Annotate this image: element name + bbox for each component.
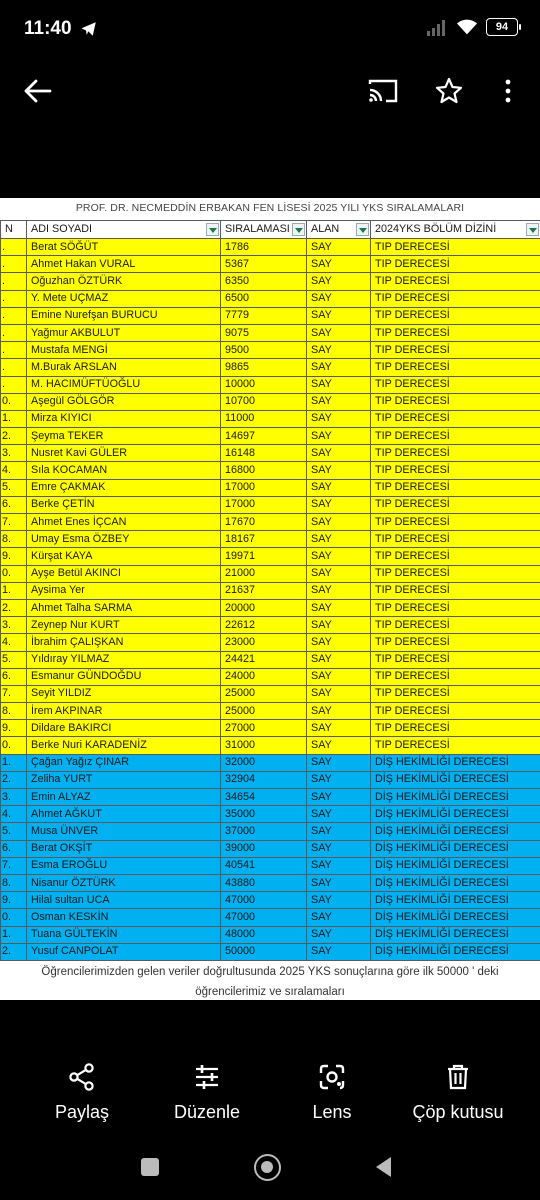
rank-value: 48000 bbox=[221, 926, 307, 943]
table-row bbox=[1, 307, 540, 324]
share-button[interactable] bbox=[50, 1062, 114, 1123]
nav-back-button[interactable] bbox=[376, 1157, 391, 1177]
row-number: 8. bbox=[1, 531, 27, 548]
rank-value: 24000 bbox=[221, 668, 307, 685]
area-value: SAY bbox=[307, 703, 371, 720]
department-value: TIP DERECESİ bbox=[371, 634, 540, 651]
edit-label: Düzenle bbox=[173, 1102, 241, 1122]
table-row bbox=[1, 239, 540, 256]
department-value: DİŞ HEKİMLİĞİ DERECESİ bbox=[371, 926, 540, 943]
area-value: SAY bbox=[307, 582, 371, 599]
row-number: 6. bbox=[1, 840, 27, 857]
student-name: Mirza KIYICI bbox=[27, 410, 221, 427]
area-value: SAY bbox=[307, 531, 371, 548]
student-name: M.Burak ARSLAN bbox=[27, 359, 221, 376]
row-number: 6. bbox=[1, 668, 27, 685]
trash-label: Çöp kutusu bbox=[412, 1102, 504, 1122]
caption-line-2: öğrencilerimiz ve sıralamaları bbox=[195, 986, 345, 998]
area-value: SAY bbox=[307, 479, 371, 496]
rank-value: 18167 bbox=[221, 531, 307, 548]
department-value: TIP DERECESİ bbox=[371, 617, 540, 634]
header-area: ALAN bbox=[307, 221, 371, 239]
table-row bbox=[1, 720, 540, 737]
filter-dropdown-icon bbox=[206, 223, 219, 236]
student-name: Zeliha YURT bbox=[27, 771, 221, 788]
department-value: TIP DERECESİ bbox=[371, 703, 540, 720]
table-row bbox=[1, 324, 540, 341]
student-name: Osman KESKİN bbox=[27, 909, 221, 926]
lens-button[interactable] bbox=[304, 1062, 360, 1123]
student-name: M. HACIMÜFTÜOĞLU bbox=[27, 376, 221, 393]
department-value: DİŞ HEKİMLİĞİ DERECESİ bbox=[371, 823, 540, 840]
table-row bbox=[1, 651, 540, 668]
rank-value: 10700 bbox=[221, 393, 307, 410]
edit-button[interactable] bbox=[164, 1062, 250, 1123]
bottom-action-bar bbox=[0, 1062, 540, 1132]
area-value: SAY bbox=[307, 393, 371, 410]
department-value: DİŞ HEKİMLİĞİ DERECESİ bbox=[371, 892, 540, 909]
student-name: Esmanur GÜNDOĞDU bbox=[27, 668, 221, 685]
table-row bbox=[1, 806, 540, 823]
row-number: 5. bbox=[1, 651, 27, 668]
student-name: Berat SÖĞÜT bbox=[27, 239, 221, 256]
rank-value: 47000 bbox=[221, 892, 307, 909]
rank-value: 10000 bbox=[221, 376, 307, 393]
table-row bbox=[1, 342, 540, 359]
student-name: Berke Nuri KARADENİZ bbox=[27, 737, 221, 754]
rank-value: 25000 bbox=[221, 703, 307, 720]
department-value: TIP DERECESİ bbox=[371, 479, 540, 496]
favorite-star-icon[interactable] bbox=[434, 76, 464, 106]
department-value: TIP DERECESİ bbox=[371, 290, 540, 307]
area-value: SAY bbox=[307, 754, 371, 771]
student-name: Hilal sultan UCA bbox=[27, 892, 221, 909]
row-number: . bbox=[1, 307, 27, 324]
rank-value: 14697 bbox=[221, 428, 307, 445]
table-row bbox=[1, 514, 540, 531]
department-value: DİŞ HEKİMLİĞİ DERECESİ bbox=[371, 840, 540, 857]
department-value: TIP DERECESİ bbox=[371, 496, 540, 513]
telegram-icon bbox=[80, 20, 98, 38]
rank-value: 21637 bbox=[221, 582, 307, 599]
rank-value: 27000 bbox=[221, 720, 307, 737]
area-value: SAY bbox=[307, 599, 371, 616]
department-value: TIP DERECESİ bbox=[371, 273, 540, 290]
row-number: 0. bbox=[1, 565, 27, 582]
recents-button[interactable] bbox=[141, 1158, 159, 1176]
area-value: SAY bbox=[307, 376, 371, 393]
rank-value: 20000 bbox=[221, 599, 307, 616]
department-value: TIP DERECESİ bbox=[371, 428, 540, 445]
table-row bbox=[1, 823, 540, 840]
area-value: SAY bbox=[307, 634, 371, 651]
rank-value: 6350 bbox=[221, 273, 307, 290]
rank-value: 11000 bbox=[221, 410, 307, 427]
rank-value: 7779 bbox=[221, 307, 307, 324]
student-name: Oğuzhan ÖZTÜRK bbox=[27, 273, 221, 290]
row-number: 7. bbox=[1, 514, 27, 531]
row-number: 7. bbox=[1, 685, 27, 702]
battery-level: 94 bbox=[495, 21, 509, 33]
rank-value: 32904 bbox=[221, 771, 307, 788]
area-value: SAY bbox=[307, 307, 371, 324]
row-number: 3. bbox=[1, 445, 27, 462]
area-value: SAY bbox=[307, 359, 371, 376]
table-row bbox=[1, 926, 540, 943]
area-value: SAY bbox=[307, 410, 371, 427]
student-name: Y. Mete UÇMAZ bbox=[27, 290, 221, 307]
area-value: SAY bbox=[307, 324, 371, 341]
student-name: Emine Nurefşan BURUCU bbox=[27, 307, 221, 324]
table-row bbox=[1, 273, 540, 290]
table-row bbox=[1, 703, 540, 720]
photo-caption bbox=[0, 962, 540, 1000]
department-value: TIP DERECESİ bbox=[371, 445, 540, 462]
row-number: . bbox=[1, 256, 27, 273]
trash-button[interactable] bbox=[400, 1062, 516, 1123]
area-value: SAY bbox=[307, 548, 371, 565]
student-name: Yağmur AKBULUT bbox=[27, 324, 221, 341]
department-value: TIP DERECESİ bbox=[371, 359, 540, 376]
rank-value: 16800 bbox=[221, 462, 307, 479]
department-value: TIP DERECESİ bbox=[371, 668, 540, 685]
filter-dropdown-icon bbox=[526, 223, 539, 236]
row-number: 9. bbox=[1, 548, 27, 565]
rank-value: 21000 bbox=[221, 565, 307, 582]
rank-value: 43880 bbox=[221, 874, 307, 891]
student-name: İbrahim ÇALIŞKAN bbox=[27, 634, 221, 651]
table-row bbox=[1, 857, 540, 874]
cast-icon[interactable] bbox=[366, 76, 400, 106]
status-time: 11:40 bbox=[24, 18, 72, 39]
area-value: SAY bbox=[307, 651, 371, 668]
caption-line-1: Öğrencilerimizden gelen veriler doğrultusunda 2025 YKS sonuçlarına göre ilk 50000 ' deki bbox=[41, 966, 499, 978]
area-value: SAY bbox=[307, 909, 371, 926]
area-value: SAY bbox=[307, 874, 371, 891]
rank-value: 25000 bbox=[221, 685, 307, 702]
department-value: TIP DERECESİ bbox=[371, 393, 540, 410]
department-value: TIP DERECESİ bbox=[371, 307, 540, 324]
table-row bbox=[1, 789, 540, 806]
battery-indicator bbox=[486, 18, 518, 36]
sliders-icon bbox=[192, 1062, 222, 1092]
table-row bbox=[1, 617, 540, 634]
student-name: Zeynep Nur KURT bbox=[27, 617, 221, 634]
row-number: 8. bbox=[1, 703, 27, 720]
header-rank: SIRALAMASI bbox=[221, 221, 307, 239]
student-name: Emre ÇAKMAK bbox=[27, 479, 221, 496]
table-row bbox=[1, 393, 540, 410]
student-name: Berat OKŞİT bbox=[27, 840, 221, 857]
rank-value: 40541 bbox=[221, 857, 307, 874]
rank-value: 35000 bbox=[221, 806, 307, 823]
student-name: Nusret Kavi GÜLER bbox=[27, 445, 221, 462]
department-value: DİŞ HEKİMLİĞİ DERECESİ bbox=[371, 909, 540, 926]
row-number: 9. bbox=[1, 892, 27, 909]
student-name: Dildare BAKIRCI bbox=[27, 720, 221, 737]
row-number: . bbox=[1, 376, 27, 393]
back-arrow-icon[interactable] bbox=[22, 76, 54, 106]
area-value: SAY bbox=[307, 720, 371, 737]
system-nav-bar bbox=[0, 1146, 540, 1190]
department-value: TIP DERECESİ bbox=[371, 599, 540, 616]
photo-view[interactable] bbox=[0, 198, 540, 1000]
table-row bbox=[1, 582, 540, 599]
department-value: TIP DERECESİ bbox=[371, 685, 540, 702]
header-no: N bbox=[1, 221, 27, 239]
table-row bbox=[1, 943, 540, 960]
rank-value: 24421 bbox=[221, 651, 307, 668]
student-name: Nisanur ÖZTÜRK bbox=[27, 874, 221, 891]
department-value: TIP DERECESİ bbox=[371, 565, 540, 582]
student-name: Umay Esma ÖZBEY bbox=[27, 531, 221, 548]
row-number: 5. bbox=[1, 479, 27, 496]
department-value: TIP DERECESİ bbox=[371, 514, 540, 531]
table-row bbox=[1, 737, 540, 754]
department-value: DİŞ HEKİMLİĞİ DERECESİ bbox=[371, 874, 540, 891]
rank-value: 22612 bbox=[221, 617, 307, 634]
department-value: TIP DERECESİ bbox=[371, 737, 540, 754]
row-number: . bbox=[1, 239, 27, 256]
row-number: 7. bbox=[1, 857, 27, 874]
student-name: Musa ÜNVER bbox=[27, 823, 221, 840]
sheet-title: PROF. DR. NECMEDDİN ERBAKAN FEN LİSESİ 2025 YILI YKS SIRALAMALARI bbox=[75, 202, 465, 214]
department-value: DİŞ HEKİMLİĞİ DERECESİ bbox=[371, 771, 540, 788]
row-number: 3. bbox=[1, 789, 27, 806]
row-number: 2. bbox=[1, 428, 27, 445]
student-name: Yıldıray YILMAZ bbox=[27, 651, 221, 668]
area-value: SAY bbox=[307, 290, 371, 307]
signal-icon bbox=[426, 18, 448, 36]
table-row bbox=[1, 445, 540, 462]
area-value: SAY bbox=[307, 840, 371, 857]
area-value: SAY bbox=[307, 496, 371, 513]
department-value: TIP DERECESİ bbox=[371, 342, 540, 359]
row-number: 0. bbox=[1, 909, 27, 926]
table-row bbox=[1, 256, 540, 273]
rank-value: 19971 bbox=[221, 548, 307, 565]
department-value: TIP DERECESİ bbox=[371, 582, 540, 599]
area-value: SAY bbox=[307, 617, 371, 634]
row-number: . bbox=[1, 324, 27, 341]
share-label: Paylaş bbox=[54, 1102, 110, 1122]
student-name: Ahmet AĞKUT bbox=[27, 806, 221, 823]
rank-value: 17000 bbox=[221, 479, 307, 496]
row-number: 8. bbox=[1, 874, 27, 891]
table-row bbox=[1, 479, 540, 496]
area-value: SAY bbox=[307, 943, 371, 960]
row-number: 2. bbox=[1, 943, 27, 960]
student-name: İrem AKPINAR bbox=[27, 703, 221, 720]
header-name: ADI SOYADI bbox=[27, 221, 221, 239]
header-dept: 2024YKS BÖLÜM DİZİNİ bbox=[371, 221, 540, 239]
area-value: SAY bbox=[307, 565, 371, 582]
area-value: SAY bbox=[307, 806, 371, 823]
table-row bbox=[1, 840, 540, 857]
row-number: 5. bbox=[1, 823, 27, 840]
row-number: 1. bbox=[1, 582, 27, 599]
rank-value: 5367 bbox=[221, 256, 307, 273]
row-number: 4. bbox=[1, 462, 27, 479]
rank-value: 37000 bbox=[221, 823, 307, 840]
area-value: SAY bbox=[307, 273, 371, 290]
table-row bbox=[1, 410, 540, 427]
row-number: . bbox=[1, 290, 27, 307]
lens-icon bbox=[317, 1062, 347, 1092]
rank-value: 39000 bbox=[221, 840, 307, 857]
area-value: SAY bbox=[307, 789, 371, 806]
area-value: SAY bbox=[307, 737, 371, 754]
student-name: Ayşe Betül AKINCI bbox=[27, 565, 221, 582]
table-row bbox=[1, 531, 540, 548]
row-number: 1. bbox=[1, 926, 27, 943]
area-value: SAY bbox=[307, 668, 371, 685]
department-value: DİŞ HEKİMLİĞİ DERECESİ bbox=[371, 754, 540, 771]
rank-value: 17000 bbox=[221, 496, 307, 513]
ranking-table bbox=[0, 220, 540, 961]
department-value: DİŞ HEKİMLİĞİ DERECESİ bbox=[371, 789, 540, 806]
row-number: 9. bbox=[1, 720, 27, 737]
area-value: SAY bbox=[307, 514, 371, 531]
student-name: Şeyma TEKER bbox=[27, 428, 221, 445]
rank-value: 31000 bbox=[221, 737, 307, 754]
row-number: . bbox=[1, 273, 27, 290]
rank-value: 16148 bbox=[221, 445, 307, 462]
table-row bbox=[1, 909, 540, 926]
rank-value: 9075 bbox=[221, 324, 307, 341]
rank-value: 50000 bbox=[221, 943, 307, 960]
lens-label: Lens bbox=[312, 1102, 352, 1122]
student-name: Çağan Yağız ÇINAR bbox=[27, 754, 221, 771]
table-row bbox=[1, 634, 540, 651]
rank-value: 32000 bbox=[221, 754, 307, 771]
status-bar bbox=[0, 0, 540, 62]
area-value: SAY bbox=[307, 256, 371, 273]
table-row bbox=[1, 565, 540, 582]
department-value: DİŞ HEKİMLİĞİ DERECESİ bbox=[371, 857, 540, 874]
table-row bbox=[1, 428, 540, 445]
department-value: TIP DERECESİ bbox=[371, 376, 540, 393]
department-value: TIP DERECESİ bbox=[371, 256, 540, 273]
trash-icon bbox=[443, 1062, 473, 1092]
area-value: SAY bbox=[307, 239, 371, 256]
table-row bbox=[1, 496, 540, 513]
student-name: Aşegül GÖLGÖR bbox=[27, 393, 221, 410]
wifi-icon bbox=[456, 18, 478, 36]
row-number: . bbox=[1, 359, 27, 376]
table-row bbox=[1, 668, 540, 685]
table-row bbox=[1, 874, 540, 891]
table-row bbox=[1, 290, 540, 307]
student-name: Emin ALYAZ bbox=[27, 789, 221, 806]
home-button[interactable] bbox=[254, 1154, 281, 1181]
student-name: Tuana GÜLTEKİN bbox=[27, 926, 221, 943]
rank-value: 17670 bbox=[221, 514, 307, 531]
student-name: Ahmet Talha SARMA bbox=[27, 599, 221, 616]
row-number: 6. bbox=[1, 496, 27, 513]
area-value: SAY bbox=[307, 462, 371, 479]
department-value: TIP DERECESİ bbox=[371, 720, 540, 737]
row-number: 0. bbox=[1, 393, 27, 410]
student-name: Ahmet Enes İÇCAN bbox=[27, 514, 221, 531]
table-row bbox=[1, 359, 540, 376]
row-number: . bbox=[1, 342, 27, 359]
area-value: SAY bbox=[307, 771, 371, 788]
row-number: 2. bbox=[1, 771, 27, 788]
student-name: Seyit YILDIZ bbox=[27, 685, 221, 702]
rank-value: 47000 bbox=[221, 909, 307, 926]
student-name: Sıla KOCAMAN bbox=[27, 462, 221, 479]
department-value: DİŞ HEKİMLİĞİ DERECESİ bbox=[371, 943, 540, 960]
row-number: 4. bbox=[1, 634, 27, 651]
row-number: 0. bbox=[1, 737, 27, 754]
row-number: 4. bbox=[1, 806, 27, 823]
department-value: TIP DERECESİ bbox=[371, 239, 540, 256]
table-header-row bbox=[1, 221, 540, 239]
student-name: Yusuf CANPOLAT bbox=[27, 943, 221, 960]
area-value: SAY bbox=[307, 428, 371, 445]
department-value: TIP DERECESİ bbox=[371, 462, 540, 479]
department-value: TIP DERECESİ bbox=[371, 324, 540, 341]
table-row bbox=[1, 376, 540, 393]
area-value: SAY bbox=[307, 823, 371, 840]
row-number: 2. bbox=[1, 599, 27, 616]
row-number: 1. bbox=[1, 754, 27, 771]
area-value: SAY bbox=[307, 685, 371, 702]
department-value: TIP DERECESİ bbox=[371, 531, 540, 548]
rank-value: 1786 bbox=[221, 239, 307, 256]
table-row bbox=[1, 685, 540, 702]
table-row bbox=[1, 548, 540, 565]
table-row bbox=[1, 462, 540, 479]
table-row bbox=[1, 599, 540, 616]
rank-value: 6500 bbox=[221, 290, 307, 307]
student-name: Aysima Yer bbox=[27, 582, 221, 599]
student-name: Ahmet Hakan VURAL bbox=[27, 256, 221, 273]
area-value: SAY bbox=[307, 857, 371, 874]
rank-value: 9865 bbox=[221, 359, 307, 376]
department-value: TIP DERECESİ bbox=[371, 410, 540, 427]
area-value: SAY bbox=[307, 926, 371, 943]
department-value: TIP DERECESİ bbox=[371, 548, 540, 565]
table-row bbox=[1, 771, 540, 788]
rank-value: 9500 bbox=[221, 342, 307, 359]
row-number: 1. bbox=[1, 410, 27, 427]
area-value: SAY bbox=[307, 445, 371, 462]
table-row bbox=[1, 892, 540, 909]
row-number: 3. bbox=[1, 617, 27, 634]
rank-value: 23000 bbox=[221, 634, 307, 651]
area-value: SAY bbox=[307, 892, 371, 909]
student-name: Kürşat KAYA bbox=[27, 548, 221, 565]
app-bar bbox=[0, 62, 540, 120]
filter-dropdown-icon bbox=[356, 223, 369, 236]
student-name: Mustafa MENGİ bbox=[27, 342, 221, 359]
filter-dropdown-icon bbox=[292, 223, 305, 236]
student-name: Esma EROĞLU bbox=[27, 857, 221, 874]
more-options-icon[interactable] bbox=[500, 76, 516, 106]
table-row bbox=[1, 754, 540, 771]
share-icon bbox=[67, 1062, 97, 1092]
area-value: SAY bbox=[307, 342, 371, 359]
department-value: TIP DERECESİ bbox=[371, 651, 540, 668]
department-value: DİŞ HEKİMLİĞİ DERECESİ bbox=[371, 806, 540, 823]
student-name: Berke ÇETİN bbox=[27, 496, 221, 513]
rank-value: 34654 bbox=[221, 789, 307, 806]
